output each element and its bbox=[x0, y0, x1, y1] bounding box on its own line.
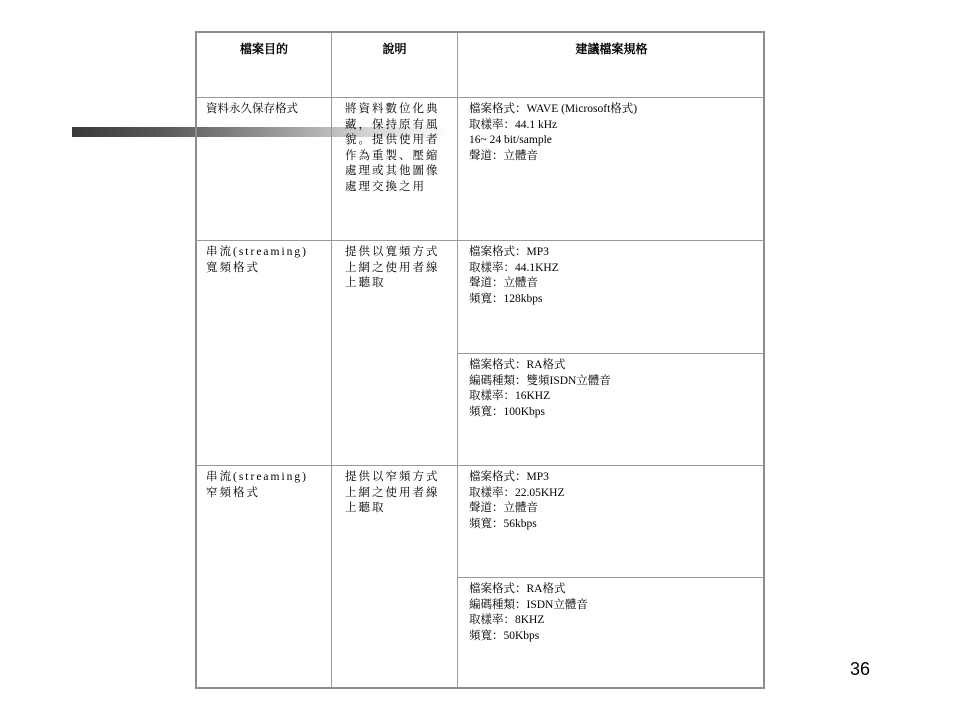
row-divider bbox=[197, 240, 763, 241]
row3-purpose: 串流(streaming) 窄頻格式 bbox=[206, 471, 309, 499]
row1-purpose: 資料永久保存格式 bbox=[206, 103, 298, 115]
header-description: 說明 bbox=[382, 42, 407, 56]
row2-spec-mp3: 檔案格式：MP3 取樣率：44.1KHZ 聲道：立體音 頻寬：128kbps bbox=[469, 246, 559, 305]
row-divider bbox=[197, 97, 763, 98]
row2-spec-ra: 檔案格式：RA格式 編碼種類：雙頻ISDN立體音 取樣率：16KHZ 頻寬：100Kbps bbox=[469, 359, 611, 418]
row-divider bbox=[197, 465, 763, 466]
header-spec: 建議檔案規格 bbox=[575, 42, 648, 56]
column-divider bbox=[331, 33, 332, 687]
row3-description: 提供以窄頻方式上網之使用者線上聽取 bbox=[345, 471, 440, 514]
row-divider bbox=[457, 577, 763, 578]
column-divider bbox=[457, 33, 458, 687]
row2-description: 提供以寬頻方式上網之使用者線上聽取 bbox=[345, 246, 440, 289]
row2-purpose: 串流(streaming) 寬頻格式 bbox=[206, 246, 309, 274]
header-purpose: 檔案目的 bbox=[239, 42, 288, 56]
row-divider bbox=[457, 353, 763, 354]
row1-description: 將資料數位化典藏，保持原有風貌。提供使用者作為重製、壓縮處理或其他圖像處理交換之用 bbox=[345, 103, 440, 193]
page-number: 36 bbox=[850, 659, 871, 679]
row3-spec-mp3: 檔案格式：MP3 取樣率：22.05KHZ 聲道：立體音 頻寬：56kbps bbox=[469, 471, 565, 530]
row3-spec-ra: 檔案格式：RA格式 編碼種類：ISDN立體音 取樣率：8KHZ 頻寬：50Kbps bbox=[469, 583, 588, 642]
row1-spec: 檔案格式：WAVE (Microsoft格式) 取樣率：44.1 kHz 16~ 24 bit/sample 聲道：立體音 bbox=[469, 103, 638, 162]
audio-format-table bbox=[195, 31, 765, 689]
